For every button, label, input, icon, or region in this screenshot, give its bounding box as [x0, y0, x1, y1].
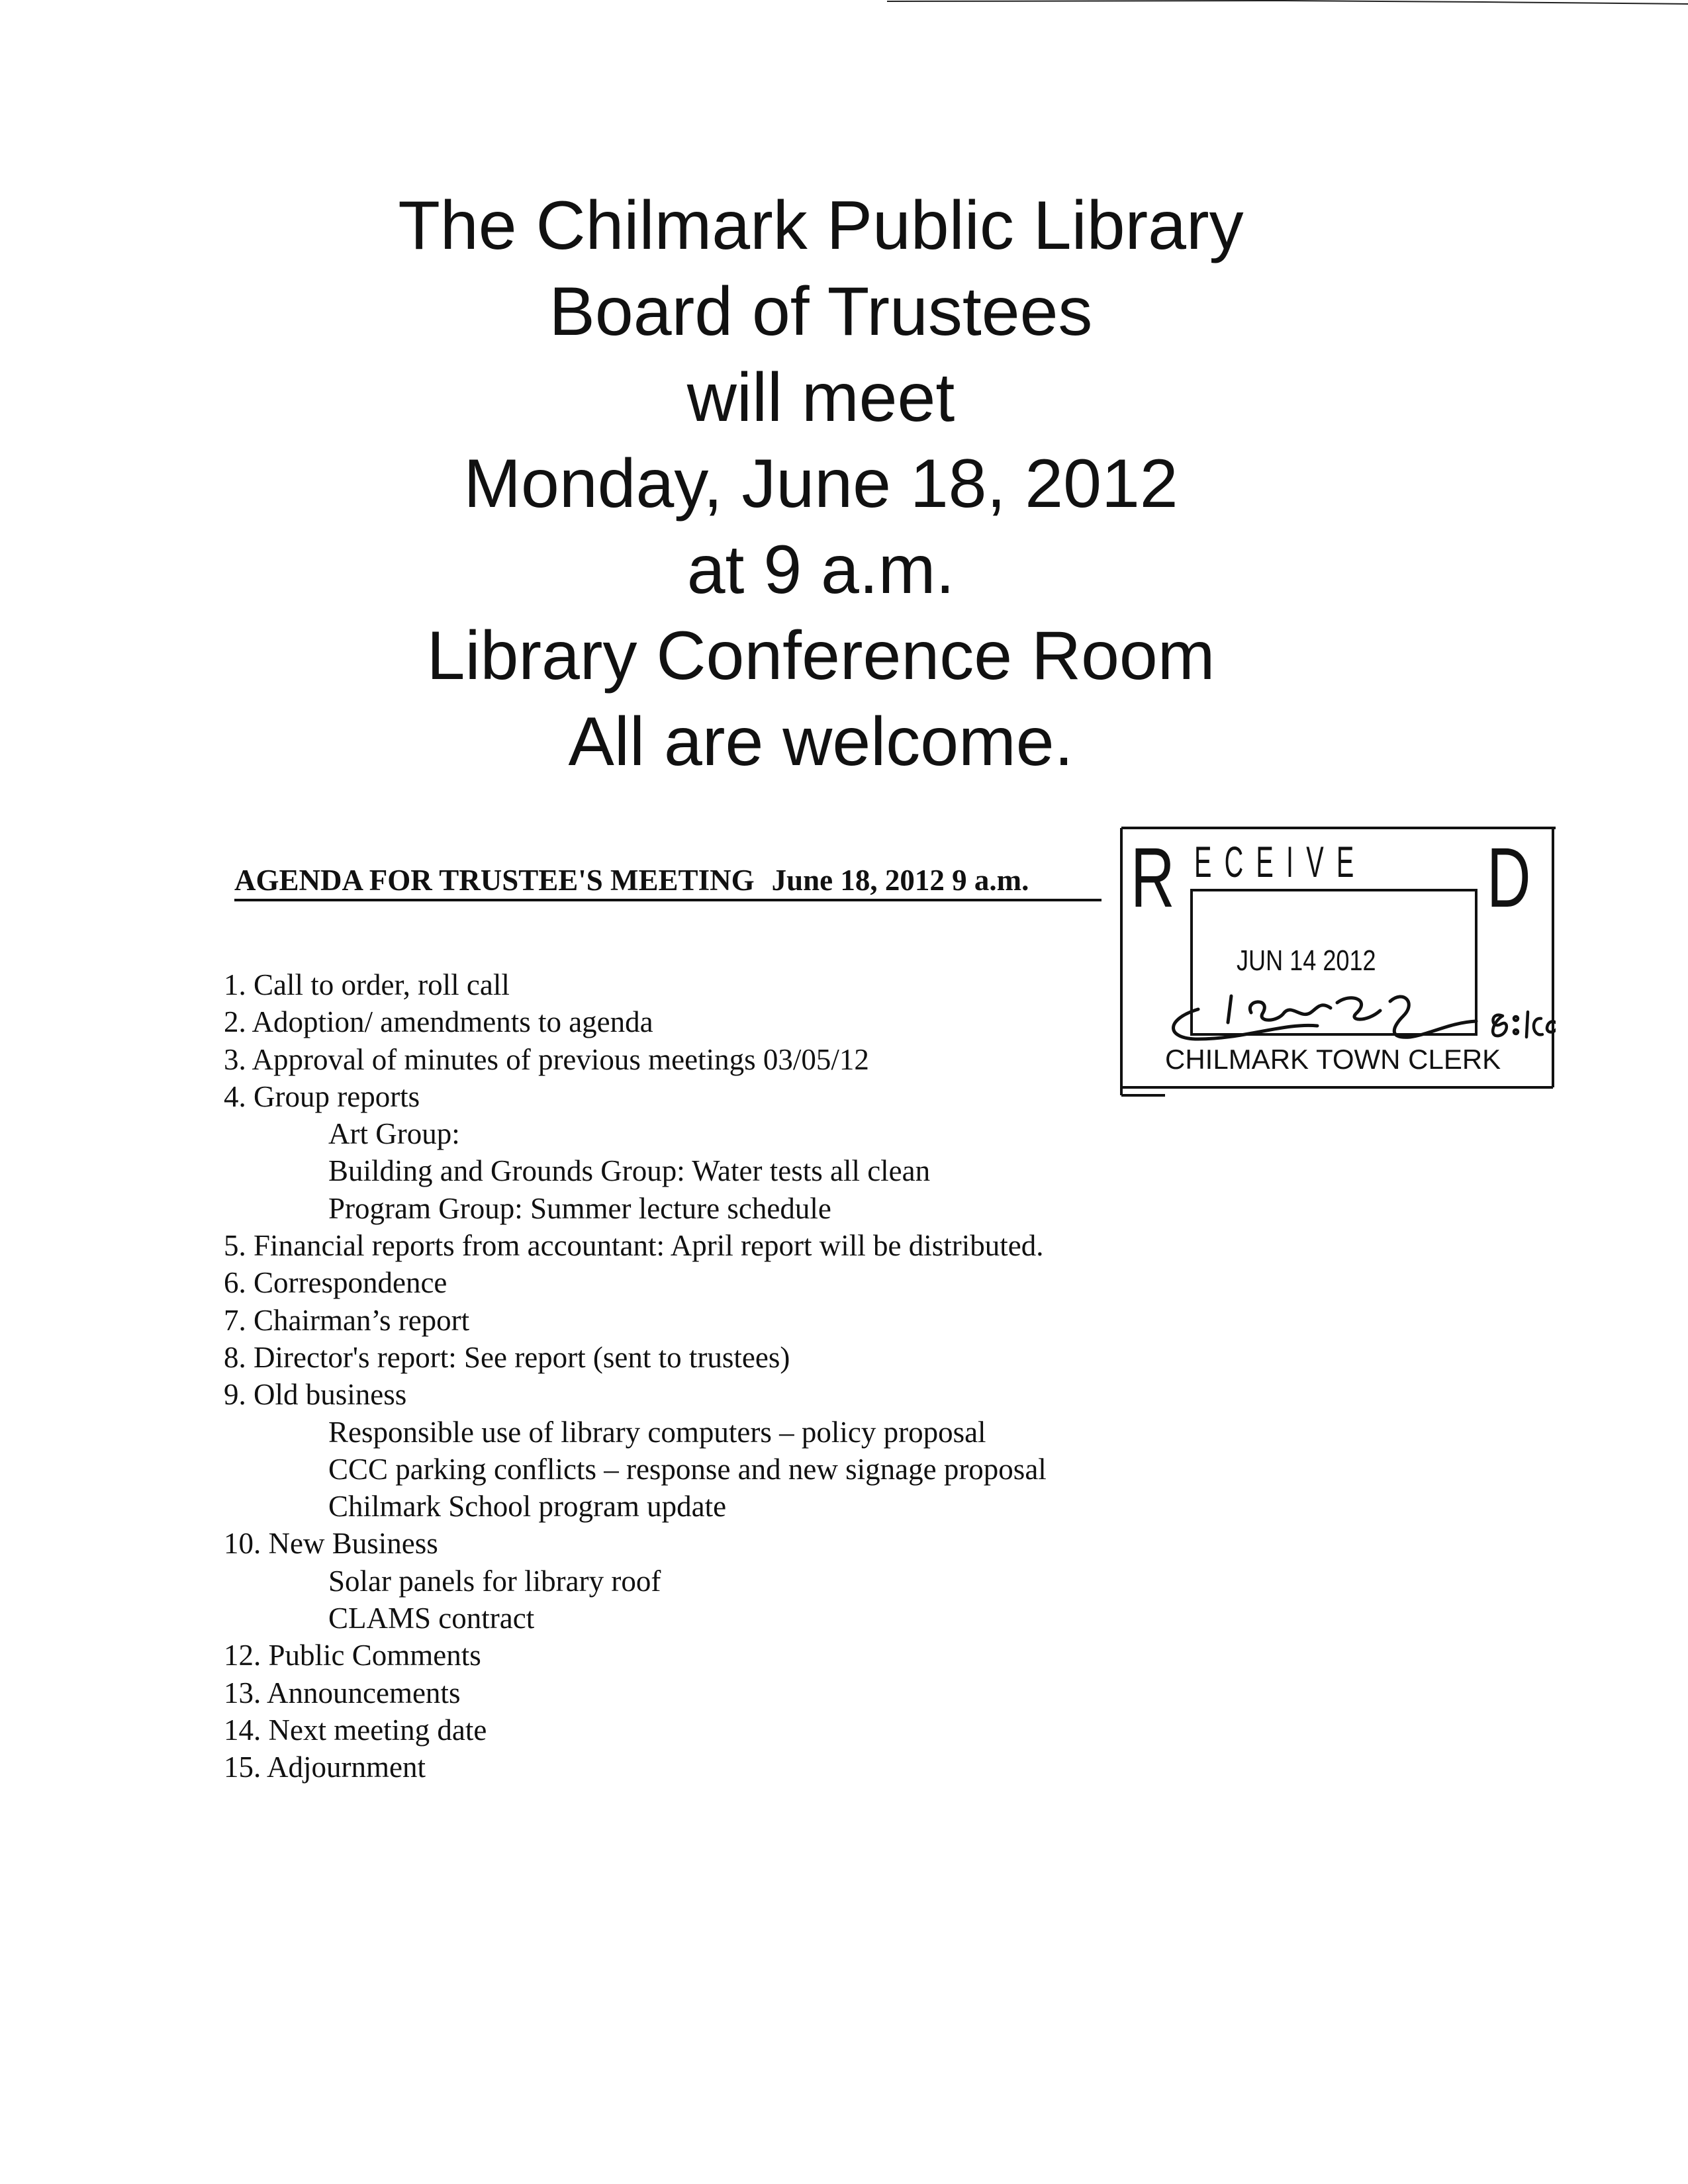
notice-line-date: Monday, June 18, 2012 [463, 445, 1178, 522]
stamp-clerk: CHILMARK TOWN CLERK [1165, 1044, 1501, 1075]
stamp-letter-left: R [1131, 831, 1175, 925]
agenda-subitem: CCC parking conflicts – response and new signage proposal [328, 1452, 1047, 1486]
notice-line-location: Library Conference Room [426, 617, 1215, 694]
handwritten-time [1493, 1012, 1556, 1037]
agenda-heading-label: AGENDA FOR TRUSTEE'S MEETING [234, 864, 755, 897]
agenda-subitem: Art Group: [328, 1117, 460, 1151]
stamp-top-letters: ECEIVE [1194, 837, 1367, 886]
agenda-subitem: Program Group: Summer lecture schedule [328, 1191, 831, 1225]
agenda-item: 8. Director's report: See report (sent to trustees) [224, 1340, 790, 1374]
received-stamp [1119, 824, 1556, 1109]
agenda-item: 14. Next meeting date [224, 1713, 487, 1747]
signature-scribble [1174, 996, 1477, 1039]
agenda-list [224, 966, 1217, 1786]
stamp-date: JUN 14 2012 [1237, 944, 1376, 977]
agenda-item: 4. Group reports [224, 1079, 420, 1113]
agenda-item: 2. Adoption/ amendments to agenda [224, 1005, 653, 1039]
agenda-heading [234, 862, 1102, 901]
scan-edge-line [887, 0, 1688, 4]
notice-line-title: The Chilmark Public Library [398, 187, 1244, 264]
agenda-subitem: CLAMS contract [328, 1602, 535, 1635]
notice-line-welcome: All are welcome. [568, 704, 1074, 780]
agenda-item: 9. Old business [224, 1378, 407, 1412]
agenda-item: 5. Financial reports from accountant: April report will be distributed. [224, 1229, 1044, 1263]
notice-line-board: Board of Trustees [549, 273, 1093, 350]
agenda-subitem: Responsible use of library computers – policy proposal [328, 1415, 986, 1449]
agenda-item: 13. Announcements [224, 1676, 461, 1709]
agenda-item: 15. Adjournment [224, 1751, 426, 1784]
stamp-letter-right: D [1487, 831, 1531, 925]
agenda-heading-date: June 18, 2012 9 a.m. [771, 864, 1029, 897]
agenda-subitem: Solar panels for library roof [328, 1564, 661, 1598]
agenda-item: 10. New Business [224, 1527, 438, 1561]
meeting-notice [331, 183, 1311, 785]
agenda-item: 6. Correspondence [224, 1266, 447, 1300]
agenda-item: 12. Public Comments [224, 1639, 481, 1672]
agenda-item: 7. Chairman’s report [224, 1303, 470, 1337]
agenda-subitem: Chilmark School program update [328, 1490, 727, 1524]
agenda-item: 1. Call to order, roll call [224, 968, 510, 1001]
agenda-subitem: Building and Grounds Group: Water tests all clean [328, 1154, 931, 1188]
notice-line-will-meet: will meet [686, 359, 955, 436]
agenda-item: 3. Approval of minutes of previous meetings 03/05/12 [224, 1042, 869, 1076]
notice-line-time: at 9 a.m. [686, 531, 955, 608]
